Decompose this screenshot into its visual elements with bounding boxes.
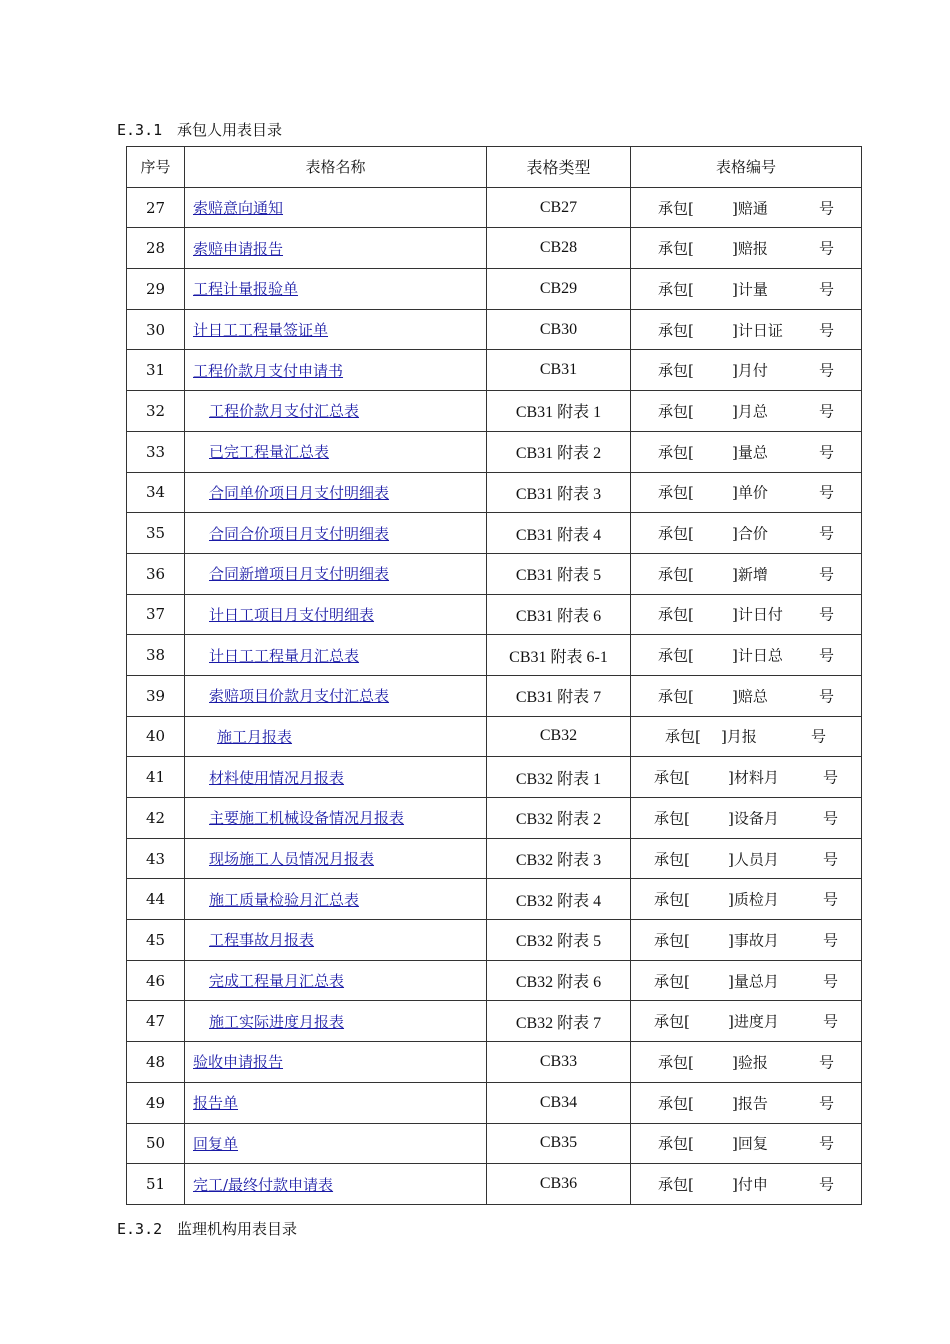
row-number: 45 [127,920,185,961]
code-prefix: 承包[ [658,239,694,258]
form-name-link[interactable]: 合同单价项目月支付明细表 [209,483,390,502]
row-name-cell [185,675,487,716]
row-name-cell [185,798,487,839]
row-name-cell [185,1082,487,1123]
row-form-type: CB31 附表 3 [487,472,631,513]
form-name-link[interactable]: 索赔意向通知 [193,199,284,218]
header-no: 序号 [127,147,185,188]
code-prefix: 承包[ [654,931,690,950]
row-form-type: CB31 附表 4 [487,513,631,554]
row-form-type: CB32 附表 6 [487,960,631,1001]
table-row [127,635,862,676]
row-form-code [631,309,862,350]
row-form-type: CB32 附表 3 [487,838,631,879]
form-name-link[interactable]: 完成工程量月汇总表 [209,972,345,991]
code-prefix: 承包[ [658,1094,694,1113]
row-name-cell [185,1042,487,1083]
row-name-cell [185,1001,487,1042]
row-name-cell [185,472,487,513]
form-name-link[interactable]: 完工/最终付款申请表 [193,1175,334,1194]
code-body: ]进度月 [728,1012,779,1031]
form-name-link[interactable]: 现场施工人员情况月报表 [209,850,375,869]
row-name-cell [185,1164,487,1205]
section-heading-e31 [117,119,282,140]
code-body: ]赔报 [732,239,768,258]
table-row [127,716,862,757]
row-name-cell [185,1123,487,1164]
code-body: ]计日总 [732,646,783,665]
row-number: 30 [127,309,185,350]
row-number: 41 [127,757,185,798]
header-type: 表格类型 [487,147,631,188]
form-name-link[interactable]: 计日工工程量月汇总表 [209,646,360,665]
row-form-code [631,920,862,961]
row-number: 40 [127,716,185,757]
row-form-code [631,269,862,310]
row-form-type: CB34 [487,1082,631,1123]
code-prefix: 承包[ [658,524,694,543]
row-number: 37 [127,594,185,635]
code-prefix: 承包[ [658,1134,694,1153]
row-number: 27 [127,187,185,228]
row-form-type: CB29 [487,269,631,310]
row-number: 38 [127,635,185,676]
row-number: 39 [127,675,185,716]
row-form-type: CB33 [487,1042,631,1083]
code-prefix: 承包[ [658,402,694,421]
row-form-type: CB32 附表 2 [487,798,631,839]
code-prefix: 承包[ [658,605,694,624]
form-name-link[interactable]: 索赔项目价款月支付汇总表 [209,687,390,706]
form-name-link[interactable]: 材料使用情况月报表 [209,768,345,787]
row-form-type: CB30 [487,309,631,350]
row-form-type: CB28 [487,228,631,269]
row-number: 28 [127,228,185,269]
code-body: ]月总 [732,402,768,421]
table-row [127,879,862,920]
row-form-code [631,1001,862,1042]
table-row [127,391,862,432]
code-suffix: 号 [823,890,839,909]
code-body: ]新增 [732,565,768,584]
code-body: ]月报 [721,727,757,746]
code-prefix: 承包[ [654,809,690,828]
code-body: ]事故月 [728,931,779,950]
form-name-link[interactable]: 主要施工机械设备情况月报表 [209,809,405,828]
table-row [127,309,862,350]
row-number: 34 [127,472,185,513]
table-body [127,187,862,1204]
code-body: ]合价 [732,524,768,543]
row-form-type: CB32 附表 5 [487,920,631,961]
code-suffix: 号 [819,280,835,299]
row-number: 33 [127,431,185,472]
code-body: ]计量 [732,280,768,299]
code-body: ]计日付 [732,605,783,624]
row-name-cell [185,187,487,228]
row-form-code [631,635,862,676]
code-suffix: 号 [819,646,835,665]
code-body: ]赔通 [732,199,768,218]
code-prefix: 承包[ [658,199,694,218]
table-row [127,472,862,513]
code-body: ]月付 [732,361,768,380]
row-name-cell [185,960,487,1001]
row-form-code [631,675,862,716]
row-name-cell [185,269,487,310]
row-form-code [631,391,862,432]
row-number: 50 [127,1123,185,1164]
code-body: ]材料月 [728,768,779,787]
table-row [127,798,862,839]
row-number: 44 [127,879,185,920]
code-suffix: 号 [823,931,839,950]
row-number: 32 [127,391,185,432]
row-form-code [631,472,862,513]
code-prefix: 承包[ [658,361,694,380]
code-body: ]赔总 [732,687,768,706]
row-number: 35 [127,513,185,554]
form-name-link[interactable]: 工程计量报验单 [193,280,299,299]
form-name-link[interactable]: 工程价款月支付申请书 [193,361,344,380]
code-suffix: 号 [819,483,835,502]
row-form-type: CB31 附表 6-1 [487,635,631,676]
code-suffix: 号 [819,1175,835,1194]
row-form-code [631,1082,862,1123]
code-prefix: 承包[ [654,1012,690,1031]
code-suffix: 号 [819,321,835,340]
row-form-code [631,594,862,635]
row-form-code [631,187,862,228]
row-number: 42 [127,798,185,839]
code-suffix: 号 [823,1012,839,1031]
code-body: ]计日证 [732,321,783,340]
code-suffix: 号 [819,199,835,218]
code-prefix: 承包[ [658,280,694,299]
table-row [127,431,862,472]
code-suffix: 号 [819,1053,835,1072]
code-body: ]设备月 [728,809,779,828]
code-suffix: 号 [823,768,839,787]
code-body: ]人员月 [728,850,779,869]
code-suffix: 号 [819,524,835,543]
row-form-code [631,960,862,1001]
table-row [127,757,862,798]
code-prefix: 承包[ [658,483,694,502]
row-number: 49 [127,1082,185,1123]
table-row [127,960,862,1001]
code-prefix: 承包[ [658,321,694,340]
row-form-type: CB32 附表 7 [487,1001,631,1042]
code-body: ]报告 [732,1094,768,1113]
row-form-code [631,1042,862,1083]
code-body: ]量总 [732,443,768,462]
section-heading-e32 [117,1218,297,1239]
code-prefix: 承包[ [658,1175,694,1194]
table-row [127,920,862,961]
row-form-type: CB31 附表 6 [487,594,631,635]
form-name-link[interactable]: 计日工项目月支付明细表 [209,605,375,624]
code-suffix: 号 [819,361,835,380]
row-form-code [631,757,862,798]
row-form-type: CB32 [487,716,631,757]
table-row [127,228,862,269]
table-row [127,1082,862,1123]
form-name-link[interactable]: 合同合价项目月支付明细表 [209,524,390,543]
row-form-type: CB31 附表 2 [487,431,631,472]
form-name-link[interactable]: 回复单 [193,1134,239,1153]
row-number: 47 [127,1001,185,1042]
form-name-link[interactable]: 工程价款月支付汇总表 [209,402,360,421]
code-suffix: 号 [819,565,835,584]
header-name: 表格名称 [185,147,487,188]
code-body: ]回复 [732,1134,768,1153]
form-name-link[interactable]: 施工质量检验月汇总表 [209,890,360,909]
form-name-link[interactable]: 已完工程量汇总表 [209,443,330,462]
row-name-cell [185,920,487,961]
table-row [127,1042,862,1083]
code-suffix: 号 [823,850,839,869]
row-form-type: CB35 [487,1123,631,1164]
code-suffix: 号 [819,402,835,421]
row-form-code [631,228,862,269]
row-name-cell [185,513,487,554]
table-row [127,350,862,391]
code-prefix: 承包[ [654,972,690,991]
code-body: ]量总月 [728,972,779,991]
table-row [127,594,862,635]
row-name-cell [185,757,487,798]
code-prefix: 承包[ [654,850,690,869]
row-form-type: CB27 [487,187,631,228]
table-row [127,187,862,228]
table-row [127,675,862,716]
row-name-cell [185,838,487,879]
code-suffix: 号 [819,239,835,258]
row-form-type: CB31 附表 7 [487,675,631,716]
row-form-type: CB31 [487,350,631,391]
row-number: 29 [127,269,185,310]
row-name-cell [185,350,487,391]
table-header-row [127,147,862,188]
row-form-code [631,350,862,391]
code-prefix: 承包[ [665,727,701,746]
code-suffix: 号 [819,443,835,462]
form-name-link[interactable]: 施工实际进度月报表 [209,1012,345,1031]
section-number: E.3.1 [117,121,163,139]
row-form-code [631,798,862,839]
code-suffix: 号 [819,687,835,706]
table-row [127,1164,862,1205]
row-number: 51 [127,1164,185,1205]
row-form-type: CB32 附表 4 [487,879,631,920]
row-name-cell [185,309,487,350]
code-body: ]单价 [732,483,768,502]
row-form-type: CB32 附表 1 [487,757,631,798]
section-title: 监理机构用表目录 [177,1220,298,1238]
row-name-cell [185,635,487,676]
row-number: 46 [127,960,185,1001]
row-number: 31 [127,350,185,391]
row-form-code [631,879,862,920]
row-name-cell [185,716,487,757]
form-name-link[interactable]: 索赔申请报告 [193,239,284,258]
code-body: ]质检月 [728,890,779,909]
code-prefix: 承包[ [658,646,694,665]
table-row [127,513,862,554]
form-name-link[interactable]: 合同新增项目月支付明细表 [209,565,390,584]
row-form-type: CB36 [487,1164,631,1205]
code-prefix: 承包[ [658,443,694,462]
row-form-code [631,513,862,554]
row-number: 48 [127,1042,185,1083]
row-form-type: CB31 附表 1 [487,391,631,432]
row-name-cell [185,594,487,635]
table-row [127,1001,862,1042]
form-name-link[interactable]: 计日工工程量签证单 [193,321,329,340]
code-body: ]验报 [732,1053,768,1072]
code-suffix: 号 [823,972,839,991]
header-code: 表格编号 [631,147,862,188]
row-form-code [631,1123,862,1164]
row-name-cell [185,228,487,269]
row-name-cell [185,879,487,920]
row-name-cell [185,431,487,472]
form-catalog-table [126,146,862,1205]
row-form-type: CB31 附表 5 [487,553,631,594]
row-name-cell [185,553,487,594]
row-form-code [631,553,862,594]
code-suffix: 号 [819,605,835,624]
row-form-code [631,1164,862,1205]
code-prefix: 承包[ [658,565,694,584]
code-prefix: 承包[ [654,768,690,787]
table-row [127,553,862,594]
form-name-link[interactable]: 验收申请报告 [193,1053,284,1072]
code-suffix: 号 [819,1134,835,1153]
code-body: ]付申 [732,1175,768,1194]
section-number: E.3.2 [117,1220,163,1238]
form-name-link[interactable]: 报告单 [193,1094,239,1113]
code-suffix: 号 [819,1094,835,1113]
row-form-code [631,716,862,757]
code-suffix: 号 [823,809,839,828]
code-prefix: 承包[ [654,890,690,909]
section-title: 承包人用表目录 [177,121,283,139]
row-form-code [631,431,862,472]
table-row [127,269,862,310]
row-number: 36 [127,553,185,594]
code-prefix: 承包[ [658,1053,694,1072]
code-prefix: 承包[ [658,687,694,706]
code-suffix: 号 [811,727,827,746]
row-form-code [631,838,862,879]
form-name-link[interactable]: 工程事故月报表 [209,931,315,950]
row-number: 43 [127,838,185,879]
form-name-link[interactable]: 施工月报表 [217,727,293,746]
table-row [127,1123,862,1164]
row-name-cell [185,391,487,432]
table-row [127,838,862,879]
